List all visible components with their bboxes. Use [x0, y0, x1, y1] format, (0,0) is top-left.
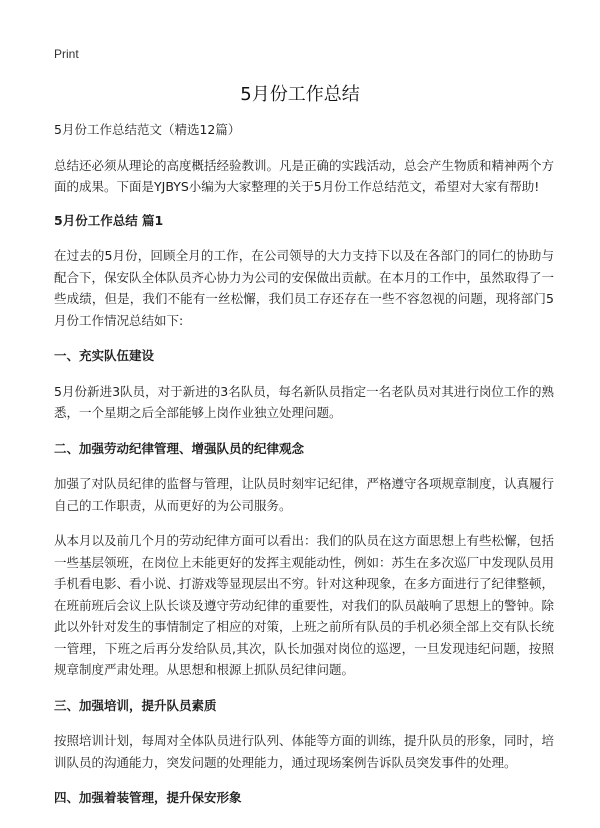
- section-2-paragraph-1: 加强了对队员纪律的监督与管理，让队员时刻牢记纪律，严格遵守各项规章制度，认真履行自己的工作职责，从而更好的为公司服务。: [54, 476, 555, 513]
- section-heading-4: 四、加强着装管理，提升保安形象: [54, 790, 242, 805]
- page-title: 5月份工作总结: [240, 84, 360, 105]
- section-1-paragraph-1: 5月份新进3队员，对于新进的3名队员，每名新队员指定一名老队员对其进行岗位工作的熟悉，一个星期之后全部能够上岗作业独立处理问题。: [54, 383, 554, 420]
- print-link[interactable]: Print: [54, 47, 79, 61]
- section-heading-2: 二、加强劳动纪律管理、增强队员的纪律观念: [54, 440, 305, 456]
- document-body: [54, 119, 554, 823]
- section-heading-1: 一、充实队伍建设: [54, 348, 155, 363]
- part-heading: 5月份工作总结 篇1: [54, 212, 164, 228]
- section-heading-3: 三、加强培训，提升队员素质: [54, 697, 217, 713]
- opening-paragraph: 在过去的5月份，回顾全月的工作，在公司领导的大力支持下以及在各部门的同仁的协助与配合下，保安队全体队员齐心协力为公司的安保做出贡献。在本月的工作中，虽然取得了一些成绩，但是，我们不能有一丝松懈，我们员工存还存在一些不容忽视的问题，现将部门5月份工作情况总结如下:: [54, 248, 555, 328]
- section-3-paragraph-1: 按照培训计划，每周对全体队员进行队列、体能等方面的训练，提升队员的形象，同时，培训队员的沟通能力，突发问题的处理能力，通过现场案例告诉队员突发事件的处理。: [54, 733, 555, 770]
- document-subtitle: 5月份工作总结范文（精选12篇）: [54, 122, 241, 137]
- intro-paragraph: 总结还必须从理论的高度概括经验教训。凡是正确的实践活动，总会产生物质和精神两个方面的成果。下面是YJBYS小编为大家整理的关于5月份工作总结范文，希望对大家有帮助!: [54, 157, 555, 194]
- section-2-paragraph-2: 从本月以及前几个月的劳动纪律方面可以看出：我们的队员在这方面思想上有些松懈，包括一些基层领班，在岗位上未能更好的发挥主观能动性，例如：苏生在多次巡厂中发现队员用手机看电影、看小说、打游戏等显现层出不穷。针对这种现象，在多方面进行了纪律整顿，在班前班后会议上队长谈及遵守劳动纪律的重要性，对我们的队员敲响了思想上的警钟。除此以外针对发生的事情制定了相应的对策，上班之前所有队员的手机必须全部上交有队长统一管理，下班之后再分发给队员,其次，队长加强对岗位的巡逻，一旦发现违纪问题，按照规章制度严肃处理。从思想和根源上抓队员纪律问题。: [54, 533, 555, 677]
